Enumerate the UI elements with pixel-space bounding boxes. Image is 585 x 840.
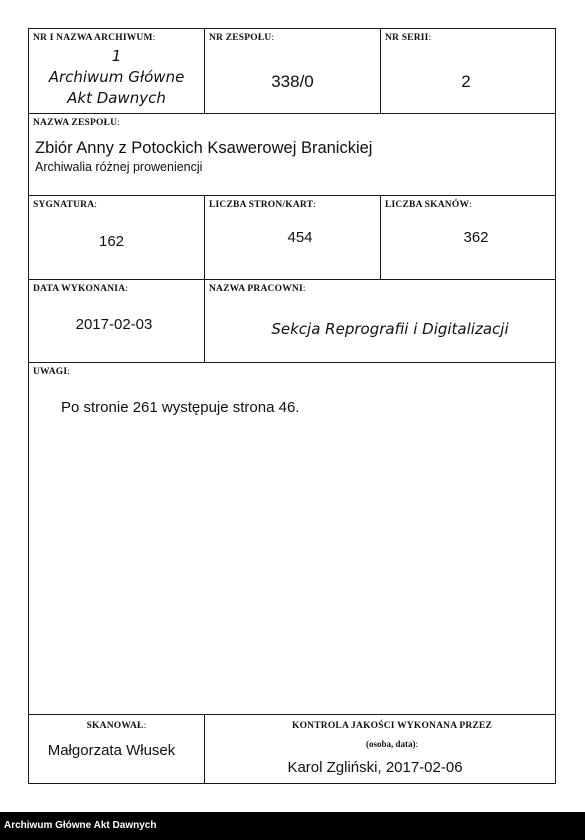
fonds-number-cell bbox=[205, 29, 380, 113]
series-number: 2 bbox=[461, 72, 471, 91]
qc-sublabel: (osoba, data): bbox=[365, 739, 419, 749]
scans-label: LICZBA SKANÓW: bbox=[385, 200, 473, 210]
archive-cell bbox=[29, 29, 204, 113]
fonds-name-cell bbox=[29, 114, 555, 195]
footer-bar bbox=[0, 812, 585, 840]
date-value: 2017-02-03 bbox=[75, 316, 153, 333]
remarks-cell bbox=[29, 363, 555, 714]
pages-label: LICZBA STRON/KART: bbox=[209, 200, 317, 210]
workshop-cell bbox=[205, 280, 555, 362]
archive-label: NR I NAZWA ARCHIWUM: bbox=[33, 33, 156, 43]
scan-metadata-form bbox=[28, 28, 556, 784]
fonds-name: Zbiór Anny z Potockich Ksawerowej Branickiej bbox=[35, 139, 373, 157]
date-label: DATA WYKONANIA: bbox=[33, 284, 129, 294]
archive-name-line2: Akt Dawnych bbox=[67, 89, 166, 107]
pages-value: 454 bbox=[287, 229, 313, 246]
fonds-number-label: NR ZESPOŁU: bbox=[209, 33, 275, 43]
footer-text: Archiwum Główne Akt Dawnych bbox=[4, 820, 157, 831]
workshop-value: Sekcja Reprografii i Digitalizacji bbox=[271, 320, 509, 338]
scanned-by-label: SKANOWAŁ: bbox=[86, 721, 147, 731]
fonds-name-label: NAZWA ZESPOŁU: bbox=[33, 118, 121, 128]
remarks-label: UWAGI: bbox=[33, 367, 71, 377]
date-cell bbox=[29, 280, 204, 362]
fonds-subname: Archiwalia różnej proweniencji bbox=[35, 160, 203, 174]
fonds-number: 338/0 bbox=[271, 72, 314, 91]
qc-value: Karol Zgliński, 2017-02-06 bbox=[287, 759, 463, 776]
pages-cell bbox=[205, 196, 380, 279]
scans-value: 362 bbox=[463, 229, 489, 246]
qc-label: KONTROLA JAKOŚCI WYKONANA PRZEZ bbox=[291, 721, 492, 731]
series-cell bbox=[381, 29, 555, 113]
workshop-label: NAZWA PRACOWNI: bbox=[209, 284, 306, 294]
scanned-by-cell bbox=[29, 715, 204, 783]
scanned-by-value: Małgorzata Włusek bbox=[47, 742, 176, 759]
signature-cell bbox=[29, 196, 204, 279]
remarks-value: Po stronie 261 występuje strona 46. bbox=[61, 399, 300, 416]
quality-control-cell bbox=[205, 715, 555, 783]
signature-value: 162 bbox=[98, 233, 125, 250]
signature-label: SYGNATURA: bbox=[33, 200, 98, 210]
scans-cell bbox=[381, 196, 555, 279]
archive-number: 1 bbox=[111, 47, 122, 65]
archive-name-line1: Archiwum Główne bbox=[48, 68, 185, 86]
series-label: NR SERII: bbox=[385, 33, 432, 43]
